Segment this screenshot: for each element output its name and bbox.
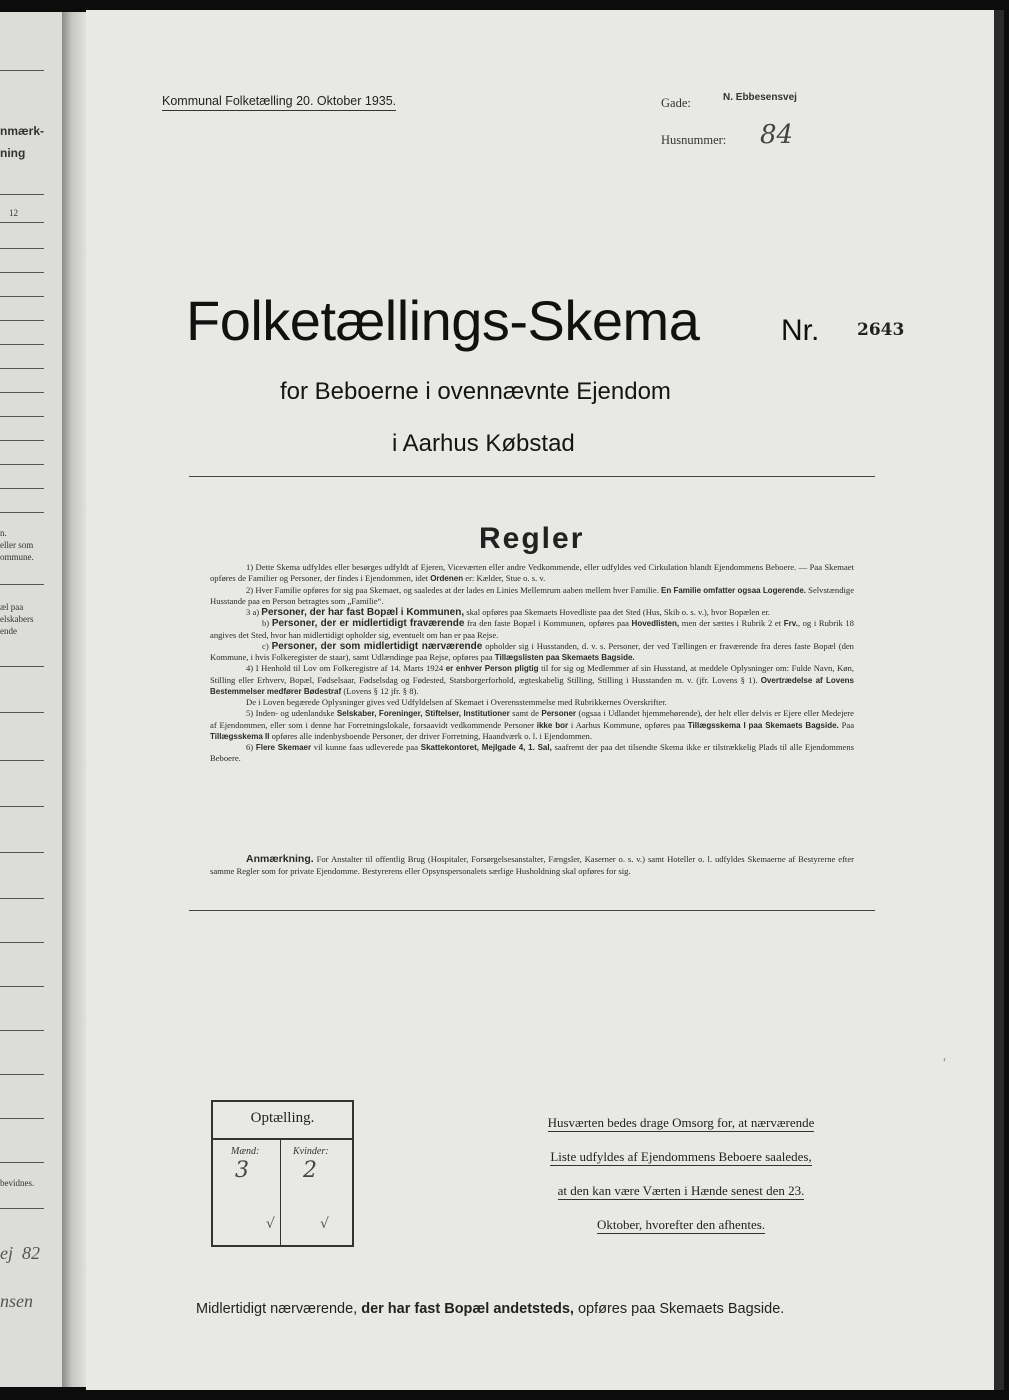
street-label: Gade:: [661, 96, 691, 110]
annotation-note: [210, 853, 854, 877]
left-fragment: ende: [0, 626, 17, 636]
men-count: 3: [235, 1158, 249, 1183]
annotation-heading: Anmærkning.: [246, 853, 314, 865]
street-value: N. Ebbesensvej: [723, 92, 797, 103]
notice-line: Oktober, hvorefter den afhentes.: [596, 1217, 766, 1232]
rule-5: 5) Inden- og udenlandske Selskaber, Foreninger, Stiftelser, Institutioner samt de Personer (ogsaa i Udlandet hjemmehørende), der helt eller delvis er Ejere eller Medejere af Ejendommen, eller som i denne har Forretningslokale, forsaavidt vedkommende Personer ikke bor i Aarhus Kommune, opføres paa Tillægsskema I paa Skemaets Bagside. Paa Tillægsskema II opføres alle indenbysboende Personer, der driver Forretning, Haandværk o. l. i Ejendommen.: [210, 708, 855, 741]
count-box-title: Optælling.: [250, 1110, 315, 1126]
left-fragment: ommune.: [0, 552, 34, 562]
annotation-text: For Anstalter til offentlig Brug (Hospitaler, Forsørgelsesanstalter, Fængsler, Kaserner o. s. v.) samt Hoteller o. l. udfyldes Skemaerne af Bestyrerne efter samme Regler som for private Ejendomme. Bestyrerens eller Opsynspersonalets særlige Husholdning skal opføres for sig.: [210, 854, 854, 876]
men-label: Mænd:: [231, 1146, 260, 1157]
left-fragment: n.: [0, 528, 7, 538]
men-checkmark: √: [266, 1216, 275, 1232]
rule-3a: 3 a) Personer, der har fast Bopæl i Kommunen, skal opføres paa Skemaets Hovedliste paa det Sted (Hus, Skib o. s. v.), hvor Bopælen er.: [246, 607, 771, 618]
book-spine: [62, 12, 88, 1387]
form-subtitle: for Beboerne i ovennævnte Ejendom: [280, 378, 671, 405]
rule-1: 1) Dette Skema udfyldes eller besørges udfyldt af Ejeren, Viceværten eller andre Vedkommende, eller udfyldes ved Cirkulation blandt Ejendommens Beboere. — Paa Skemaet opføres de Familier og Personer, der findes i Ejendommen, idet Ordenen er: Kælder, Stue o. s. v.: [210, 562, 854, 584]
left-fragment: ej 82: [0, 1243, 40, 1263]
left-fragment: eller som: [0, 540, 34, 550]
left-fragment: 12: [9, 208, 18, 218]
form-title: Folketællings-Skema: [186, 289, 700, 352]
form-nr-label: Nr.: [781, 314, 820, 347]
house-number-value: 84: [760, 120, 794, 150]
divider: [189, 910, 875, 911]
divider: [189, 476, 875, 477]
left-fragment: bevidnes.: [0, 1178, 35, 1188]
rule-3c: c) Personer, der som midlertidigt nærværende opholder sig i Husstanden, d. v. s. Personer, der ved Tællingen er fraværende fra deres faste Bopæl (den Kommune, i hvis Folkeregister de staar), samt Udlændinge paa Rejse, opføres paa Tillægslisten paa Skemaets Bagside.: [210, 640, 854, 662]
rule-4-extra: De i Loven begærede Oplysninger gives ved Udfyldelsen af Skemaet i Overensstemmelse med Rubrikkernes Overskrifter.: [246, 697, 667, 707]
page-edge: [994, 10, 1004, 1390]
left-fragment: nmærk-: [0, 124, 45, 138]
rules-text: [210, 562, 854, 765]
paper-mark: ‹: [943, 1054, 946, 1064]
rules-heading: Regler: [479, 522, 585, 555]
left-fragment: elskabers: [0, 614, 34, 624]
form-number-stamp: 2643: [857, 320, 905, 340]
women-checkmark: √: [320, 1216, 329, 1232]
count-box: [211, 1100, 354, 1247]
census-header: Kommunal Folketælling 20. Oktober 1935.: [162, 94, 396, 111]
notice-line: Husværten bedes drage Omsorg for, at nærværende: [547, 1115, 815, 1130]
footer-note: Midlertidigt nærværende, der har fast Bopæl andetsteds, opføres paa Skemaets Bagside.: [196, 1301, 785, 1317]
house-number-label: Husnummer:: [661, 133, 727, 147]
left-fragment: ning: [0, 146, 26, 160]
left-fragment: æl paa: [0, 602, 24, 612]
rule-2: 2) Hver Familie opføres for sig paa Skemaet, og saaledes at der lades en Linies Mellemrum aaben mellem hver Familie. En Familie omfatter ogsaa Logerende. Selvstændige Husstande paa en Person betragtes som „Familie“.: [210, 584, 855, 606]
rule-3b: b) Personer, der er midlertidigt fraværende fra den faste Bopæl i Kommunen, opføres paa Hovedlisten, men der sættes i Rubrik 2 et Frv., og i Rubrik 18 angives det Sted, hvor han midlertidigt opholder sig, eventuelt om han er paa Rejse.: [210, 618, 854, 640]
census-form-page: [86, 10, 994, 1390]
notice-line: Liste udfyldes af Ejendommens Beboere saaledes,: [550, 1149, 812, 1164]
left-fragment: nsen: [0, 1291, 33, 1311]
women-label: Kvinder:: [293, 1146, 329, 1157]
rule-6: 6) Flere Skemaer vil kunne faas udleverede paa Skattekontoret, Mejlgade 4, 1. Sal, saafremt der paa det tilsendte Skema ikke er tilstrækkelig Plads til alle Ejendommens Beboere.: [210, 742, 854, 764]
women-count: 2: [303, 1158, 317, 1183]
form-location: i Aarhus Købstad: [392, 430, 575, 457]
notice-line: at den kan være Værten i Hænde senest den 23.: [557, 1183, 805, 1198]
landlord-notice: [501, 1106, 861, 1242]
left-page-fragment: [0, 12, 62, 1387]
rule-4: 4) I Henhold til Lov om Folkeregistre af 14. Marts 1924 er enhver Person pligtig til for sig og Medlemmer af sin Husstand, at meddele Oplysninger om: Fulde Navn, Køn, Stilling eller Erhverv, Bopæl, Fødselsaar, Fødselsdag og Fødested, Statsborgerforhold, ægteskabelig Stilling, Stilling i Husstanden m. v. (jfr. Lovens § 1). Overtrædelse af Lovens Bestemmelser medfører Bødestraf (Lovens § 12 jfr. § 8).: [210, 663, 854, 696]
